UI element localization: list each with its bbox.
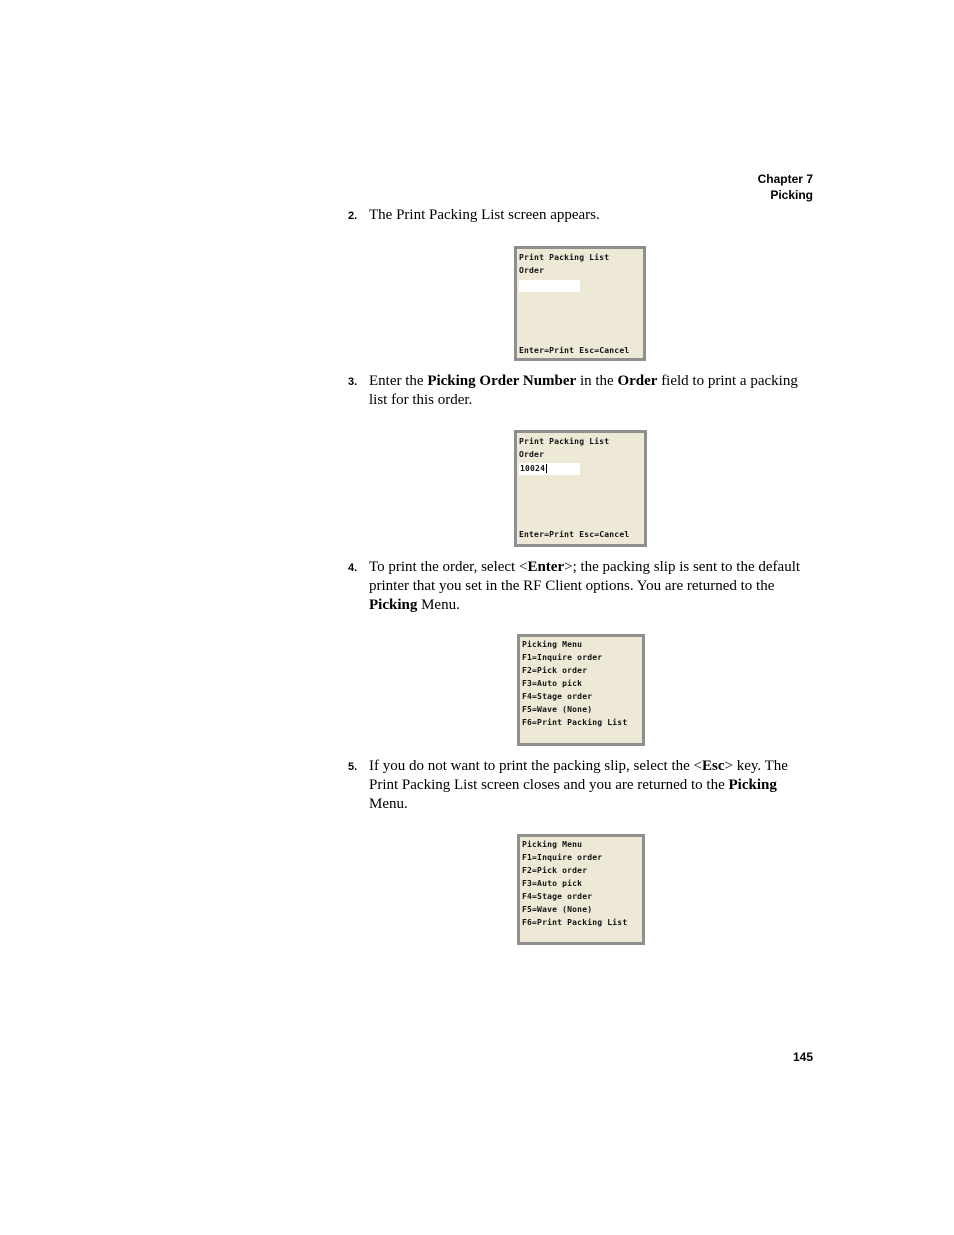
rf-screen-picking-menu-2 — [517, 834, 645, 945]
section-label: Picking — [770, 188, 813, 202]
rf-screen-picking-menu-1 — [517, 634, 645, 746]
menu-item-print-packing-list[interactable]: F6=Print Packing List — [522, 918, 628, 927]
step-text — [369, 757, 818, 814]
text-run: To print the order, select < — [369, 559, 528, 575]
order-input[interactable] — [519, 280, 580, 292]
text-run: If you do not want to print the packing slip, select the < — [369, 758, 702, 774]
text-run: > key. The Print Packing List screen closes and you are returned to the — [369, 758, 788, 793]
screen-title: Picking Menu — [522, 840, 583, 849]
text-run: field to print a packing list for this order. — [369, 373, 798, 408]
menu-item-print-packing-list[interactable]: F6=Print Packing List — [522, 718, 628, 727]
text-run: >; the packing slip is sent to the default printer that you set in the RF Client options. You are returned to the — [369, 559, 801, 594]
rf-screen-print-filled — [514, 430, 647, 547]
menu-item-inquire-order[interactable]: F1=Inquire order — [522, 853, 603, 862]
menu-item-auto-pick[interactable]: F3=Auto pick — [522, 679, 583, 688]
bold-term: Esc — [701, 758, 725, 774]
step-text — [369, 558, 818, 615]
order-label: Order — [519, 450, 545, 459]
bold-term: Enter — [527, 559, 565, 575]
running-header — [758, 171, 813, 203]
screen-footer: Enter=Print Esc=Cancel — [519, 346, 630, 355]
screen-title: Print Packing List — [519, 437, 610, 446]
rf-screen-print-empty — [514, 246, 646, 361]
text-run: Enter the — [369, 373, 428, 389]
text-run: in the — [576, 373, 618, 389]
step-text — [369, 206, 818, 225]
text-run: Menu. — [369, 796, 408, 812]
screen-title: Print Packing List — [519, 253, 610, 262]
menu-item-wave[interactable]: F5=Wave (None) — [522, 705, 593, 714]
order-label: Order — [519, 266, 545, 275]
step-number: 5. — [348, 761, 358, 773]
order-input-value: 10024 — [520, 464, 546, 473]
text-cursor — [546, 464, 547, 473]
bold-term: Order — [617, 373, 658, 389]
step-text — [369, 372, 818, 410]
screen-title: Picking Menu — [522, 640, 583, 649]
menu-item-auto-pick[interactable]: F3=Auto pick — [522, 879, 583, 888]
screen-footer: Enter=Print Esc=Cancel — [519, 530, 630, 539]
step-number: 2. — [348, 210, 358, 222]
chapter-label: Chapter 7 — [757, 172, 813, 186]
menu-item-stage-order[interactable]: F4=Stage order — [522, 692, 593, 701]
bold-term: Picking — [369, 597, 418, 613]
menu-item-stage-order[interactable]: F4=Stage order — [522, 892, 593, 901]
menu-item-pick-order[interactable]: F2=Pick order — [522, 666, 588, 675]
menu-item-wave[interactable]: F5=Wave (None) — [522, 905, 593, 914]
step-number: 3. — [348, 376, 358, 388]
step-number: 4. — [348, 562, 358, 574]
bold-term: Picking — [728, 777, 777, 793]
page-number: 145 — [792, 1050, 813, 1064]
order-input[interactable] — [519, 463, 580, 475]
menu-item-inquire-order[interactable]: F1=Inquire order — [522, 653, 603, 662]
bold-term: Picking Order Number — [427, 373, 577, 389]
menu-item-pick-order[interactable]: F2=Pick order — [522, 866, 588, 875]
text-run: Menu. — [417, 597, 460, 613]
text-run: The Print Packing List screen appears. — [369, 207, 600, 223]
